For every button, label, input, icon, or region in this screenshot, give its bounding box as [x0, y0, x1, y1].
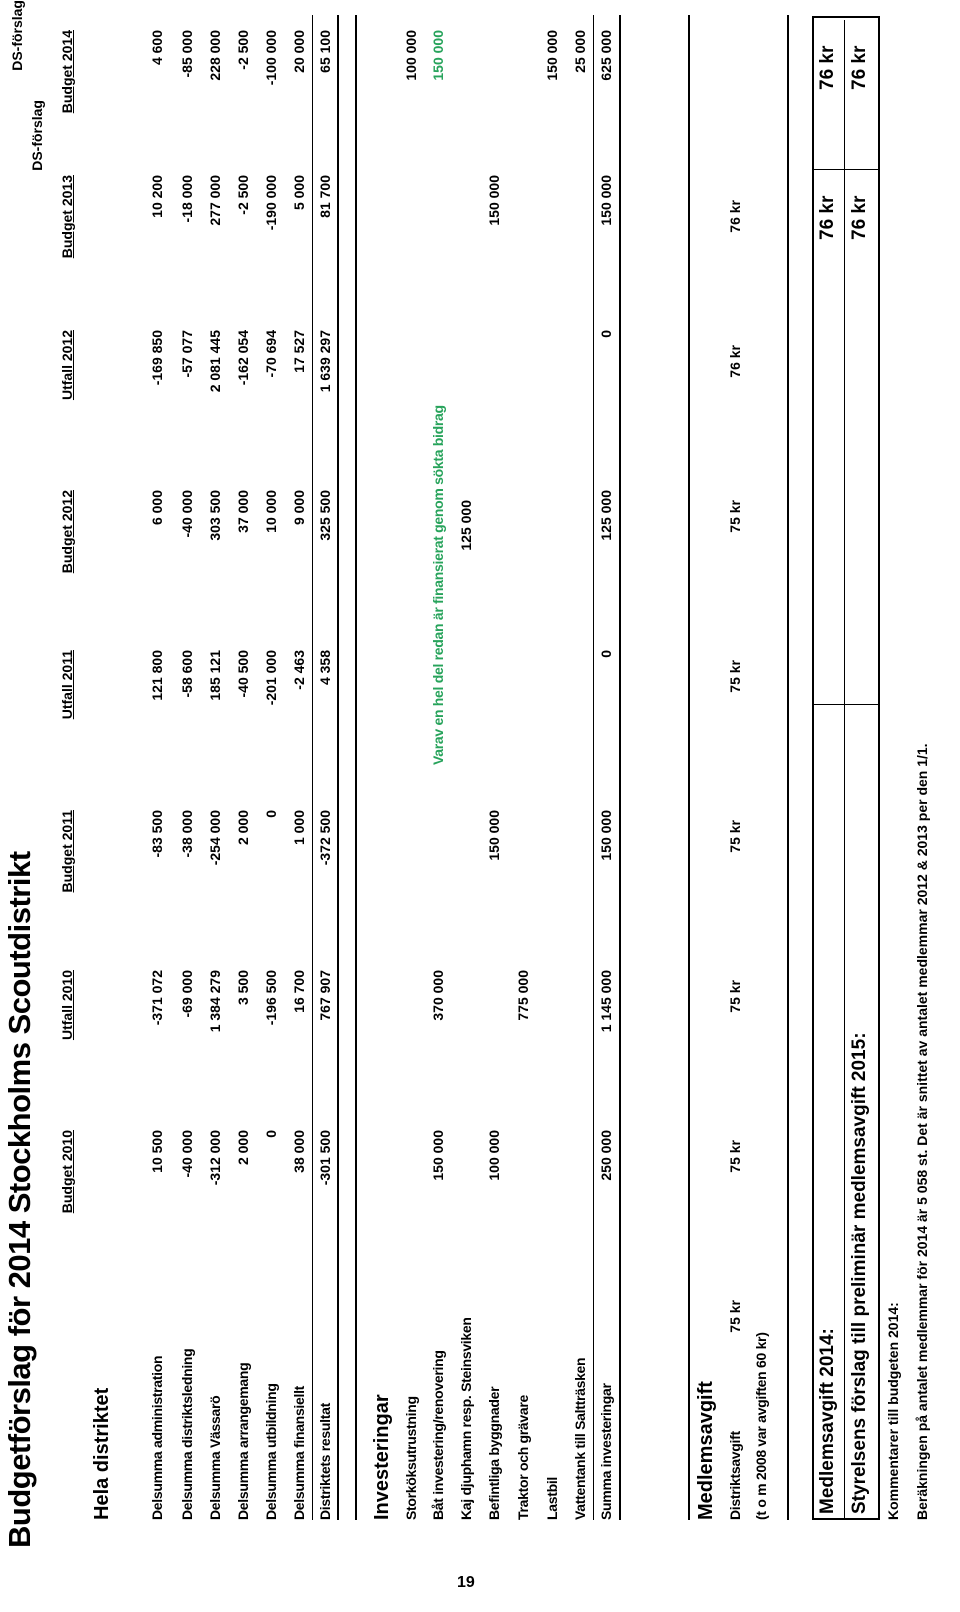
sum-inv-cell: 150 000: [598, 175, 614, 226]
table-cell: 10 200: [149, 175, 165, 218]
table-cell: -254 000: [207, 810, 223, 866]
result-cell: 767 907: [317, 970, 333, 1021]
table-cell: -57 077: [179, 330, 195, 378]
table-cell: -371 072: [149, 970, 165, 1026]
table-cell: 38 000: [291, 1130, 307, 1173]
section-hela: Hela distriktet: [91, 1387, 113, 1520]
cell-storkok-2014: 100 000: [403, 30, 419, 81]
table-cell: 1 000: [291, 810, 307, 846]
table-cell: -201 000: [263, 650, 279, 706]
row-label: Delsumma arrangemang: [235, 1362, 251, 1520]
cell-bat-u2010: 370 000: [430, 970, 446, 1021]
fee-cell: 76 kr: [727, 200, 743, 233]
table-cell: 1 384 279: [207, 970, 223, 1033]
section-medlemsavgift: Medlemsavgift: [695, 1381, 717, 1520]
table-cell: -70 694: [263, 330, 279, 378]
divider-1: [355, 15, 357, 1520]
table-cell: 0: [263, 1130, 279, 1138]
ds-label-2013: DS-förslag: [29, 100, 45, 171]
table-cell: 4 600: [149, 30, 165, 66]
table-cell: -312 000: [207, 1130, 223, 1186]
sum-inv-cell: 150 000: [598, 810, 614, 861]
box2-b: 76 kr: [849, 45, 870, 90]
table-cell: 121 800: [149, 650, 165, 701]
result-underline: [337, 15, 339, 1520]
row-label-distriktsavgift: Distriktsavgift: [727, 1431, 743, 1520]
box2-label: Styrelsens förslag till preliminär medlemsavgift 2015:: [849, 1032, 870, 1514]
sum-inv-cell: 1 145 000: [598, 970, 614, 1033]
sum-inv-cell: 625 000: [598, 30, 614, 81]
row-label: Delsumma Vässarö: [207, 1395, 223, 1520]
divider-3: [787, 15, 789, 1520]
fee-box-vline-1: [812, 704, 878, 705]
sum-inv-underline: [619, 15, 621, 1520]
row-label-bat: Båt investering/renovering: [430, 1350, 446, 1520]
sum-inv-cell: 0: [598, 330, 614, 338]
sum-inv-rule: [593, 15, 594, 1520]
table-cell: -40 000: [179, 490, 195, 538]
row-label-kaj: Kaj djuphamn resp. Steinsviken: [458, 1317, 474, 1520]
cell-traktor-u2010: 775 000: [515, 970, 531, 1021]
table-cell: 2 081 445: [207, 330, 223, 393]
cell-bef-b2011: 150 000: [486, 810, 502, 861]
table-cell: 37 000: [235, 490, 251, 533]
table-cell: 228 000: [207, 30, 223, 81]
result-cell: 81 700: [317, 175, 333, 218]
sum-inv-cell: 0: [598, 650, 614, 658]
page-title: Budgetförslag för 2014 Stockholms Scoutdistrikt: [2, 851, 37, 1548]
column-header: Budget 2010: [59, 1130, 75, 1214]
fee-note: (t o m 2008 var avgiften 60 kr): [753, 1332, 769, 1520]
cell-bat-b2010: 150 000: [430, 1130, 446, 1181]
row-label: Delsumma distriktsledning: [179, 1348, 195, 1520]
ds-label-2014: DS-förslag: [9, 0, 25, 71]
cell-bef-b2010: 100 000: [486, 1130, 502, 1181]
table-cell: -83 500: [149, 810, 165, 858]
fee-cell: 75 kr: [727, 500, 743, 533]
table-cell: -38 000: [179, 810, 195, 858]
column-header: Budget 2012: [59, 490, 75, 574]
table-cell: -2 500: [235, 175, 251, 215]
green-note: Varav en hel del redan är finansierat genom sökta bidrag: [430, 405, 446, 765]
result-cell: -301 500: [317, 1130, 333, 1186]
column-header: Budget 2014: [59, 30, 75, 114]
table-cell: 2 000: [235, 810, 251, 846]
table-cell: 17 527: [291, 330, 307, 373]
row-label-sum-inv: Summa investeringar: [598, 1383, 614, 1520]
fee-cell: 75 kr: [727, 820, 743, 853]
row-label: Delsumma administration: [149, 1355, 165, 1520]
table-cell: -69 000: [179, 970, 195, 1018]
table-cell: 20 000: [291, 30, 307, 73]
result-label: Distriktets resultat: [317, 1403, 333, 1520]
fee-box-vline-2: [812, 169, 878, 170]
cell-kaj-b2012: 125 000: [458, 500, 474, 551]
cell-bef-b2013: 150 000: [486, 175, 502, 226]
fee-cell: 75 kr: [727, 1300, 743, 1333]
table-cell: 185 121: [207, 650, 223, 701]
fee-cell: 75 kr: [727, 660, 743, 693]
box1-b: 76 kr: [817, 45, 838, 90]
table-cell: 5 000: [291, 175, 307, 211]
column-header: Budget 2011: [59, 810, 75, 893]
row-label: Delsumma utbildning: [263, 1383, 279, 1520]
sum-inv-cell: 125 000: [598, 490, 614, 541]
table-cell: -196 500: [263, 970, 279, 1026]
row-label-storkok: Storköksutrustning: [403, 1396, 419, 1520]
cell-vatten-2014: 25 000: [572, 30, 588, 73]
comment-heading: Kommentarer till budgeten 2014:: [885, 1302, 901, 1520]
row-label: Delsumma finansiellt: [291, 1385, 307, 1520]
table-cell: -169 850: [149, 330, 165, 386]
table-cell: 2 000: [235, 1130, 251, 1166]
cell-bat-2014: 150 000: [430, 30, 446, 81]
fee-cell: 76 kr: [727, 345, 743, 378]
result-rule: [312, 15, 313, 1520]
table-cell: -85 000: [179, 30, 195, 78]
column-header: Budget 2013: [59, 175, 75, 259]
table-cell: -58 600: [179, 650, 195, 698]
box2-a: 76 kr: [849, 195, 870, 240]
table-cell: -190 000: [263, 175, 279, 231]
row-label-lastbil: Lastbil: [544, 1476, 560, 1520]
result-cell: 65 100: [317, 30, 333, 73]
row-label-traktor: Traktor och grävare: [515, 1394, 531, 1520]
table-cell: -18 000: [179, 175, 195, 223]
table-cell: 6 000: [149, 490, 165, 526]
column-header: Utfall 2010: [59, 970, 75, 1041]
table-cell: -40 500: [235, 650, 251, 698]
result-cell: 1 639 297: [317, 330, 333, 393]
table-cell: 0: [263, 810, 279, 818]
fee-cell: 75 kr: [727, 980, 743, 1013]
table-cell: -40 000: [179, 1130, 195, 1178]
fee-box-divider: [844, 20, 845, 1520]
table-cell: -2 463: [291, 650, 307, 690]
section-investeringar: Investeringar: [371, 1394, 393, 1520]
box1-a: 76 kr: [817, 195, 838, 240]
table-cell: -2 500: [235, 30, 251, 70]
result-cell: 4 358: [317, 650, 333, 686]
table-cell: 16 700: [291, 970, 307, 1013]
sum-inv-cell: 250 000: [598, 1130, 614, 1181]
result-cell: -372 500: [317, 810, 333, 866]
result-cell: 325 500: [317, 490, 333, 541]
divider-2: [688, 15, 690, 1520]
table-cell: -100 000: [263, 30, 279, 86]
comment-text: Beräkningen på antalet medlemmar för 2014 är 5 058 st. Det är snittet av antalet medlemmar 2012 & 2013 per den 1/1.: [914, 743, 930, 1520]
fee-cell: 75 kr: [727, 1140, 743, 1173]
cell-lastbil-2014: 150 000: [544, 30, 560, 81]
table-cell: 9 000: [291, 490, 307, 526]
column-header: Utfall 2012: [59, 330, 75, 401]
row-label-vatten: Vattentank till Saltträsken: [572, 1357, 588, 1520]
table-cell: 3 500: [235, 970, 251, 1006]
table-cell: 10 000: [263, 490, 279, 533]
table-cell: 10 500: [149, 1130, 165, 1173]
box1-label: Medlemsavgift 2014:: [817, 1328, 838, 1514]
table-cell: -162 054: [235, 330, 251, 386]
table-cell: 303 500: [207, 490, 223, 541]
page-number: 19: [457, 1574, 475, 1591]
column-header: Utfall 2011: [59, 650, 75, 720]
table-cell: 277 000: [207, 175, 223, 226]
row-label-bef: Befintliga byggnader: [486, 1386, 502, 1520]
